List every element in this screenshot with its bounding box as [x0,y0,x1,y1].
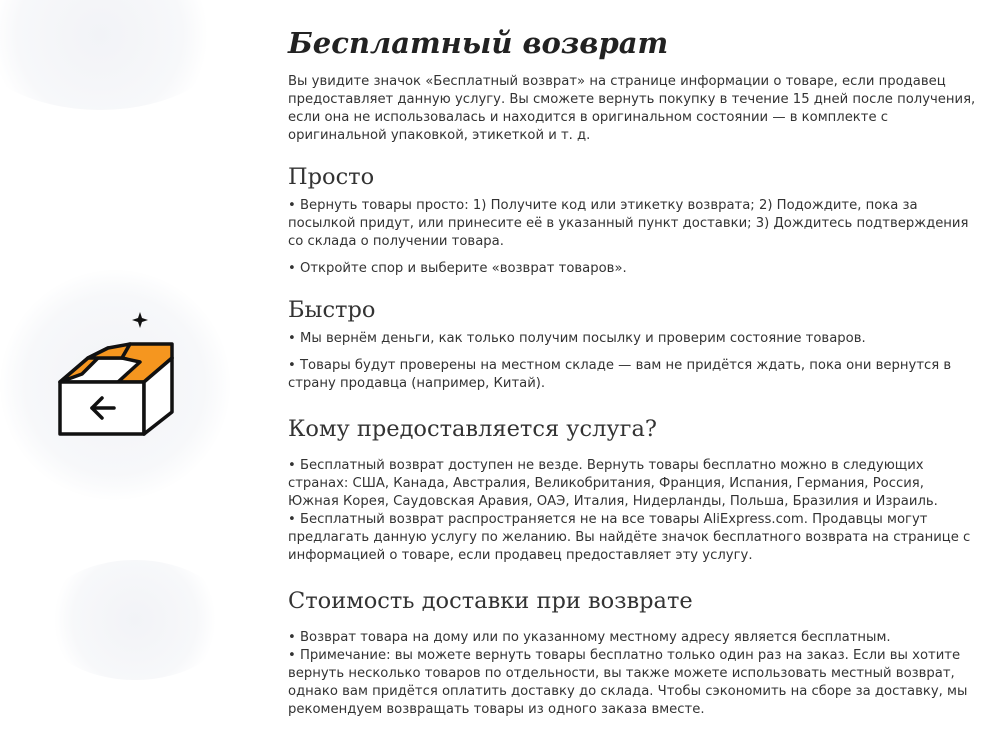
section-heading-shipping-cost: Стоимость доставки при возврате [288,588,693,615]
section-fast-paragraph-1: • Мы вернём деньги, как только получим посылку и проверим состояние товаров. [288,331,866,347]
return-box-illustration [22,300,222,480]
section-shipping-cost-paragraph-1: • Возврат товара на дому или по указанному местному адресу является бесплатным. [288,630,891,646]
return-box-icon [22,300,222,480]
section-simple-paragraph-1: • Вернуть товары просто: 1) Получите код или этикетку возврата; 2) Подождите, пока за посылкой придут, или принесите её в указанный пункт доставки; 3) Дождитесь подтверждения со склада о получении товара. [288,197,969,249]
section-simple-paragraph-2: • Откройте спор и выберите «возврат товаров». [288,260,627,276]
background-blob-bottom [40,560,230,680]
section-heading-fast: Быстро [288,296,376,323]
background-blob-top [0,0,230,110]
article-content [288,26,978,719]
section-heading-simple: Просто [288,163,375,190]
section-simple [288,163,978,278]
section-heading-eligibility: Кому предоставляется услуга? [288,416,657,443]
section-shipping-cost-paragraph-2: • Примечание: вы можете вернуть товары бесплатно только один раз на заказ. Если вы хотите вернуть несколько товаров по отдельности, вы также можете использовать местный возврат, однако вам придётся оплатить доставку до склада. Чтобы сэкономить на сборе за доставку, мы рекомендуем возвращать товары из одного заказа вместе. [288,648,968,718]
section-shipping-cost [288,587,978,719]
intro-text: Вы увидите значок «Бесплатный возврат» на странице информации о товаре, если продавец предоставляет данную услугу. Вы сможете вернуть покупку в течение 15 дней после получения, если она не использовалась и находится в оригинальном состоянии — в комплекте с оригинальной упаковкой, этикеткой и т. д. [288,73,976,143]
sparkle-icon [132,312,148,328]
page-title: Бесплатный возврат [288,26,669,60]
section-eligibility-paragraph-1: • Бесплатный возврат доступен не везде. Вернуть товары бесплатно можно в следующих странах: США, Канада, Австралия, Великобритания, Франция, Испания, Германия, Россия, Южная Корея, Саудовская Аравия, ОАЭ, Италия, Нидерланды, Польша, Бразилия и Израиль. [288,458,938,510]
section-eligibility-paragraph-2: • Бесплатный возврат распространяется не на все товары AliExpress.com. Продавцы могут предлагать данную услугу по желанию. Вы найдёте значок бесплатного возврата на странице с информацией о товаре, если продавец предоставляет эту услугу. [288,512,971,564]
section-fast [288,296,978,393]
section-eligibility [288,415,978,565]
section-fast-paragraph-2: • Товары будут проверены на местном складе — вам не придётся ждать, пока они вернутся в страну продавца (например, Китай). [288,358,952,392]
